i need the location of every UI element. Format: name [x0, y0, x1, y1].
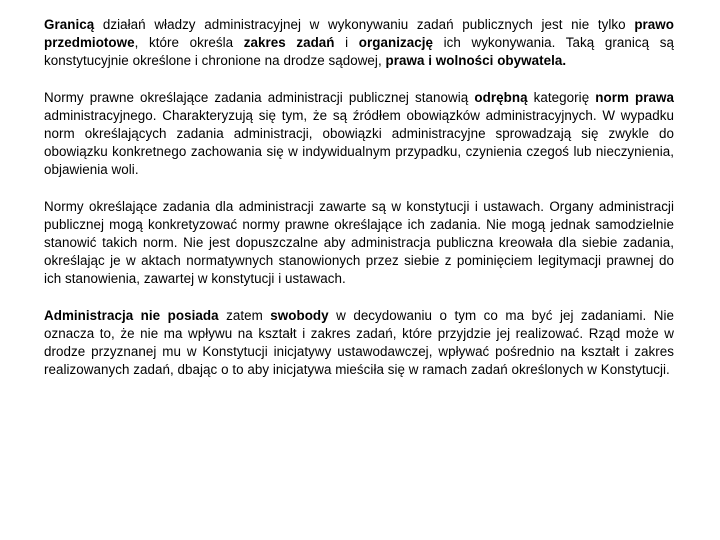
- text-run: i: [334, 35, 359, 51]
- text-run: zatem: [218, 307, 271, 323]
- text-run: administracyjnego. Charakteryzują się tym, że są źródłem obowiązków administracyjnych. W wypadku norm określających zadania administracji, obowiązki administracyjne sprowadzają się zwykle do obowiązku konkretnego zachowania się w indywidualnym przypadku, czynienia czegoś lub nieczynienia, objawienia woli.: [44, 107, 674, 178]
- bold-run: Granicą: [44, 17, 95, 32]
- bold-run: zakres zadań: [243, 35, 335, 51]
- text-run: Normy określające zadania dla administracji zawarte są w konstytucji i ustawach. Organy administracji publicznej mogą konkretyzować normy prawne określające ich zadania. Nie mogą jednak samodzielnie stanowić takich norm. Nie jest dopuszczalne aby administracja publiczna kreowała dla siebie zadania, określając je w aktach normatywnych stanowionych przez siebie z pominięciem legitymacji prawnej do ich stanowienia, zawartej w konstytucji i ustawach.: [44, 198, 674, 287]
- bold-run: organizację: [358, 35, 433, 51]
- bold-run: norm prawa: [595, 89, 674, 105]
- paragraph-3: [44, 198, 674, 289]
- bold-run: prawo przedmiotowe: [44, 17, 674, 51]
- bold-run: odrębną: [474, 89, 528, 105]
- text-run: , które określa: [134, 35, 244, 51]
- bold-run: Administracja nie posiada: [44, 307, 219, 323]
- text-run: działań władzy administracyjnej w wykonywaniu zadań publicznych jest nie tylko: [94, 17, 635, 32]
- text-run: kategorię: [527, 89, 596, 105]
- document-page: [44, 16, 674, 379]
- bold-run: prawa i wolności obywatela.: [385, 53, 567, 69]
- text-run: Normy prawne określające zadania administracji publicznej stanowią: [44, 89, 475, 105]
- bold-run: swobody: [270, 307, 329, 323]
- text-run: w decydowaniu o tym co ma być jej zadaniami. Nie oznacza to, że nie ma wpływu na kształt i zakres zadań, które przyjdzie jej realizować. Rząd może w drodze przyznanej mu w Konstytucji inicjatywy ustawodawczej, wpływać pośrednio na kształt i zakres realizowanych zadań, dbając o to aby inicjatywa mieściła się w ramach zadań określonych w Konstytucji.: [44, 307, 674, 378]
- paragraph-2: [44, 89, 674, 180]
- paragraph-4: [44, 307, 674, 380]
- paragraph-1: [44, 16, 674, 71]
- text-run: ich wykonywania. Taką granicą są konstytucyjnie określone i chronione na drodze sądowej,: [44, 35, 674, 69]
